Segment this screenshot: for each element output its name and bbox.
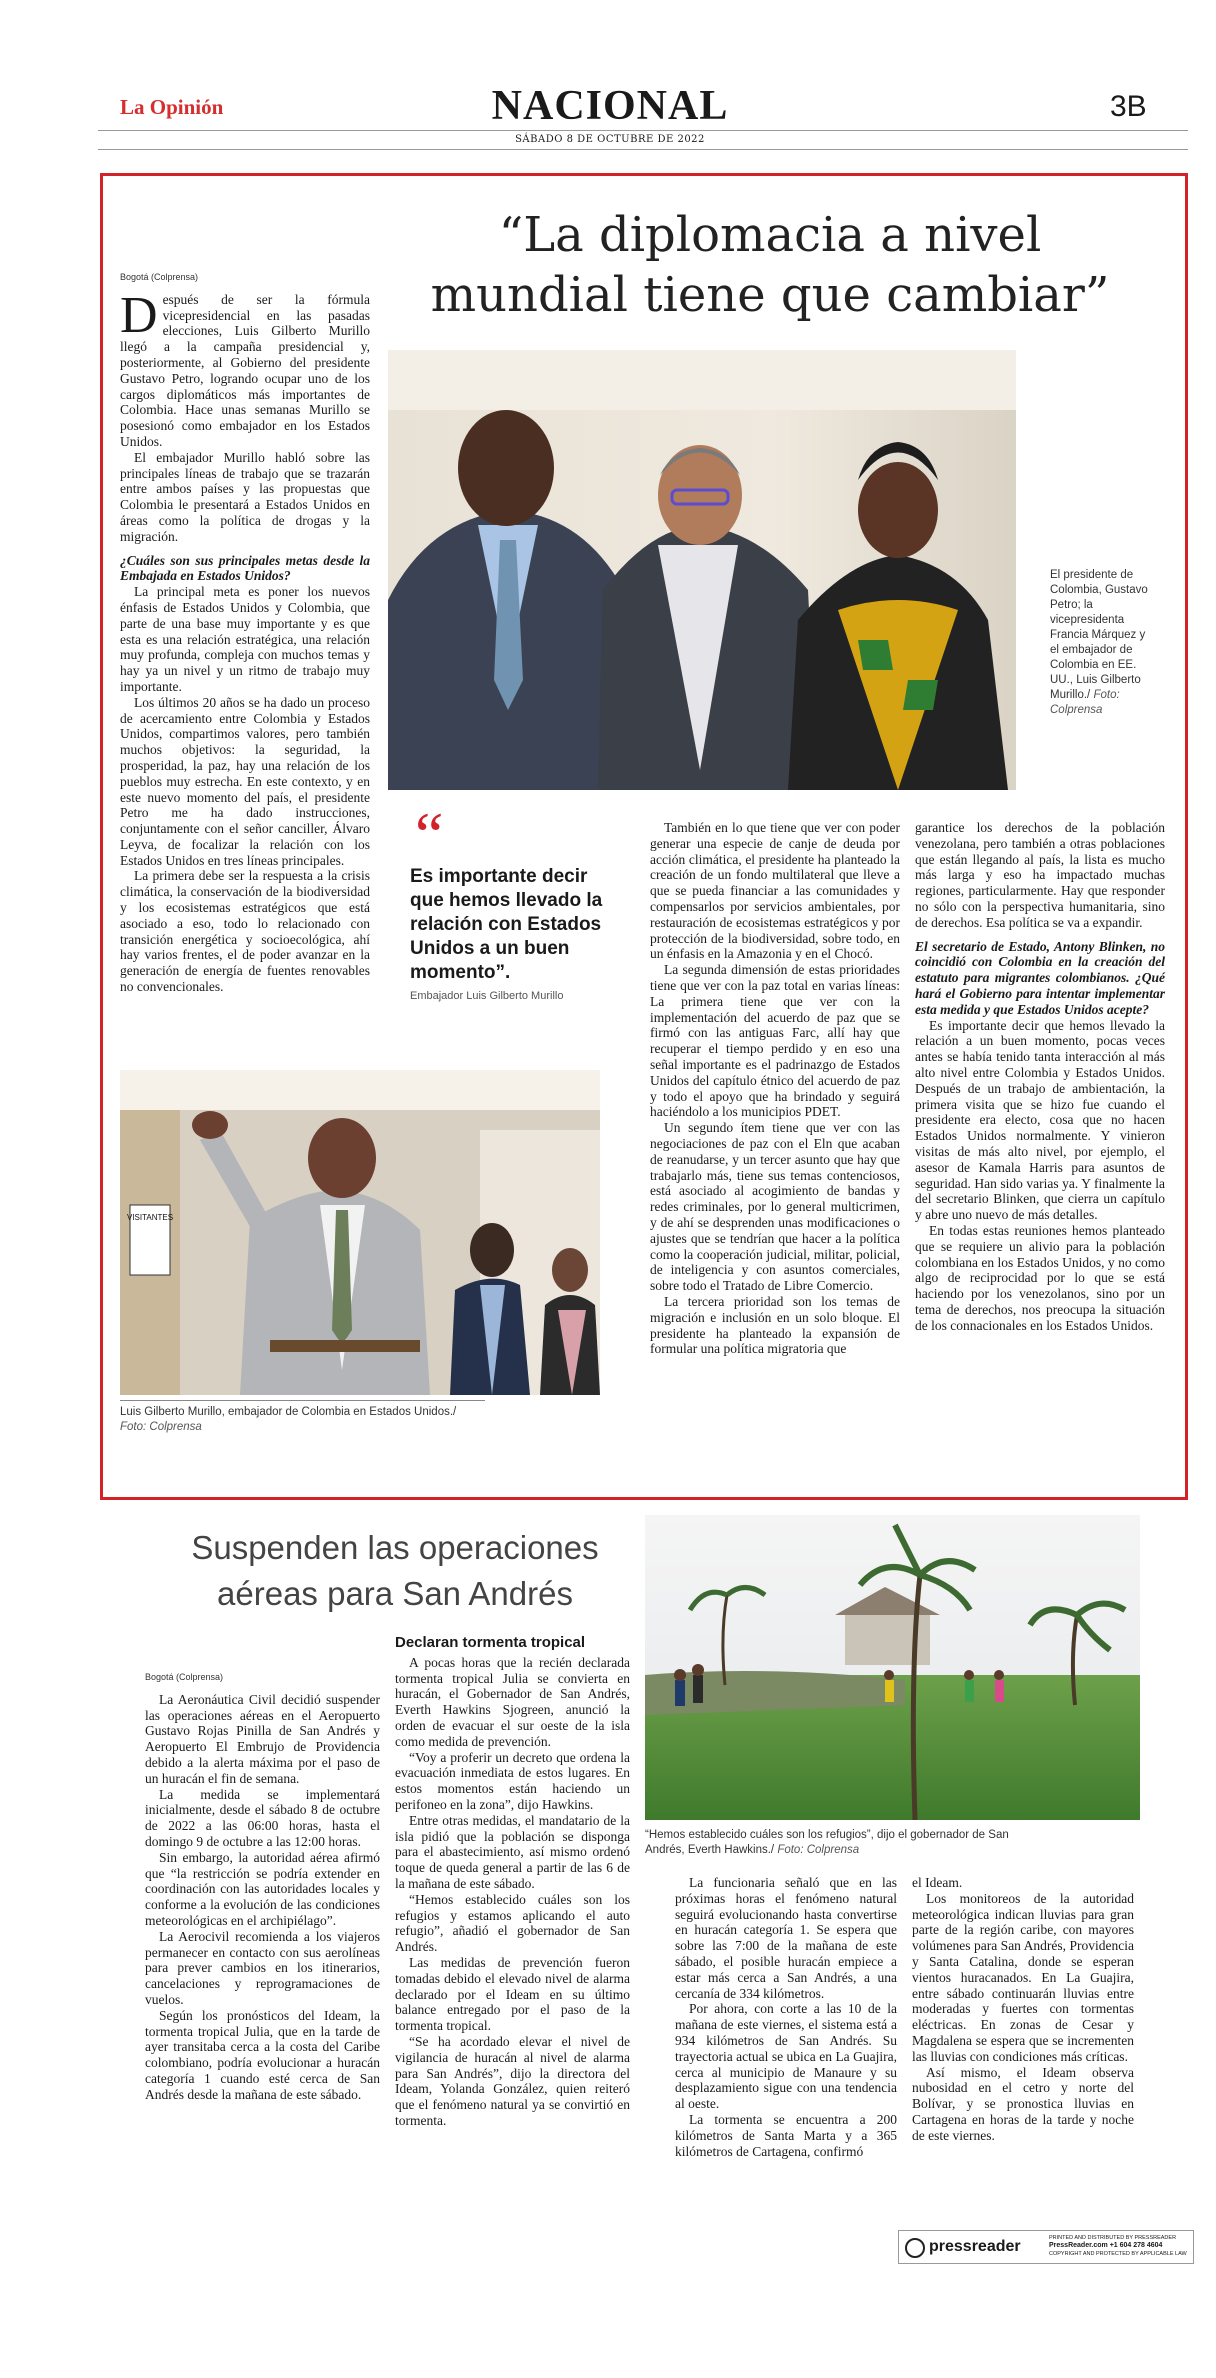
photo-caption-3 (645, 1828, 1025, 1858)
dateline: Bogotá (Colprensa) (145, 1672, 224, 1682)
paragraph: La medida se implementará inicialmente, desde el sábado 8 de octubre de 2022 a las 06:00 horas, hasta el domingo 9 de octubre a las 12:00 horas. (145, 1786, 380, 1849)
paragraph: La segunda dimensión de estas prioridades tiene que ver con la paz total en varias líneas: La primera tiene que ver con la implementación del acuerdo de paz que se firmó con las antiguas Farc, allí hay que recuperar el tiempo perdido y en eso una señal importante es el padrinazgo de Estados Unidos del capítulo étnico del acuerdo de paz y todo el apoyo que ha brindado y seguirá haciéndolo a los municipios PDET. (650, 962, 900, 1120)
paragraph: A pocas horas que la recién declarada tormenta tropical Julia se convierta en huracán, el Gobernador de San Andrés, Everth Hawkins Sjogreen, anunció la orden de evacuar el sur oeste de la isla como medida de prevención. (395, 1654, 630, 1749)
headline-line-2: aéreas para San Andrés (217, 1575, 573, 1612)
pull-quote: Es importante decir que hemos llevado la relación con Estados Unidos a un buen momento”. (410, 866, 603, 983)
caption-text: “Hemos establecido cuáles son los refugios”, dijo el gobernador de San Andrés, Everth Hawkins./ (645, 1829, 1009, 1856)
caption-text: Luis Gilberto Murillo, embajador de Colombia en Estados Unidos./ (120, 1406, 457, 1418)
paragraph: En todas estas reuniones hemos planteado que se requiere un alivio para la población colombiana en los Estados Unidos, y no como algo de reciprocidad por lo que se está haciendo por los venezolanos, sino por un tema de derechos, nos preocupa la situación de los connacionales en los Estados Unidos. (915, 1222, 1165, 1333)
photo-san-andres-coast (645, 1515, 1140, 1820)
caption-credit: Foto: Colprensa (777, 1844, 860, 1856)
paragraph: el Ideam. (912, 1875, 963, 1890)
second-column-3 (675, 1875, 897, 2159)
paragraph: garantice los derechos de la población venezolana, pero también a otras poblaciones que están llegando al país, la lista es mucho más larga y eso ha impactado muchas regiones, particularmente. Hay que responder no sólo con la perspectiva humanitaria, sino de derechos. Esa política se va a expandir. (915, 820, 1165, 930)
quote-mark-icon: “ (415, 799, 444, 870)
pressreader-icon (905, 2238, 925, 2258)
pressreader-badge (898, 2230, 1194, 2264)
drop-cap: D (120, 286, 158, 344)
paragraph: La tercera prioridad son los temas de migración e inclusión en un solo bloque. El presidente ha planteado la expansión de formular una política migratoria que (650, 1293, 900, 1357)
paragraph: Los monitoreos de la autoridad meteorológica indican lluvias para gran parte de la región caribe, con mayores volúmenes para San Andrés, Providencia y Santa Catalina, donde se esperan vientos huracanados. En La Guajira, entre sábado continuarán lluvias entre moderadas y fuertes con tormentas eléctricas. En zonas de Cesar y Magdalena se espera que se incrementen las lluvias con condiciones más críticas. (912, 1890, 1134, 2064)
paragraph: Un segundo ítem tiene que ver con las negociaciones de paz con el Eln que acaban de reanudarse, y un tercer asunto que hay que trabajarlo más, tiene sus temas contenciosos, está asociado al acogimiento de bandas y redes criminales, por lo general multicrimen, y de ahí se desprenden unas modificaciones o ajustes que se tendrían que hacer a la política como la cooperación judicial, militar, policial, de inteligencia y con asuntos comerciales, sobre todo el Tratado de Libre Comercio. (650, 1120, 900, 1294)
caption-credit: Foto: Colprensa (120, 1421, 202, 1433)
paragraph: La tormenta se encuentra a 200 kilómetros de Santa Marta y a 365 kilómetros de Cartagena, confirmó (675, 2111, 897, 2159)
photo-petro-marquez-murillo (388, 350, 1028, 790)
header-rule-bottom (98, 149, 1188, 150)
page-number: 3B (1110, 90, 1147, 123)
paragraph: La primera debe ser la respuesta a la crisis climática, la conservación de la biodiversidad y los ecosistemas estratégicos que está asociado a eso, todo lo relacionado con transición energética y socioecológica, ahí hay varios frentes, el de poder avanzar en la generación de energía de fuentes renovables no convencionales. (120, 868, 370, 995)
paragraph: Es importante decir que hemos llevado la relación a un buen momento, pocas veces antes se había tenido tanta interacción al más alto nivel entre Colombia y Estados Unidos. Después de un trabajo de ambientación, la primera visita que se hizo fue cuando el presidente era electo, cosa que no hacen Estados Unidos normalmente. Y vinieron visitas de más alto nivel, por ejemplo, el asesor de Kamala Harris para asuntos de seguridad. Han sido varias ya. Y finalmente la del secretario Blinken, que cierra un capítulo y abre uno nuevo de más detalles. (915, 1017, 1165, 1223)
feature-column-1 (120, 270, 370, 995)
header-rule (98, 130, 1188, 131)
pressreader-legal: PRINTED AND DISTRIBUTED BY PRESSREADER PressReader.com +1 604 278 4604 COPYRIGHT AND PROTECTED BY APPLICABLE LAW (1049, 2235, 1187, 2257)
interview-question: ¿Cuáles son sus principales metas desde la Embajada en Estados Unidos? (120, 552, 370, 584)
subheading: Declaran tormenta tropical (395, 1634, 586, 1651)
feature-column-3 (650, 820, 900, 1357)
feature-column-4 (915, 820, 1165, 1334)
paragraph: El embajador Murillo habló sobre las principales líneas de trabajo que se trazarán entre ambos países y las propuestas que Colombia le presentará a Estados Unidos en áreas como la política de drogas y la migración. (120, 449, 370, 544)
caption-credit: Foto: Colprensa (1050, 689, 1120, 716)
paragraph: Así mismo, el Ideam observa nubosidad en el cetro y norte del Bolívar, y se pronostica lluvias en Cartagena en horas de la tarde y noche de este viernes. (912, 2064, 1134, 2143)
dateline: Bogotá (Colprensa) (120, 272, 199, 282)
paragraph: La Aeronáutica Civil decidió suspender las operaciones aéreas en el Aeropuerto Gustavo Rojas Pinilla de San Andrés y Aeropuerto El Embrujo de Providencia debido a la alerta máxima por el paso de un huracán el fin de semana. (145, 1691, 380, 1786)
visitor-sign: VISITANTES (126, 1213, 174, 1222)
headline-line-2: mundial tiene que cambiar” (430, 267, 1110, 323)
feature-headline (365, 205, 1175, 325)
storm-photo (645, 1515, 1140, 1820)
headline-line-1: Suspenden las operaciones (191, 1529, 599, 1566)
paragraph: También en lo que tiene que ver con poder generar una especie de canje de deuda por acción climática, el presidente ha planteado la creación de un fondo multilateral que lleve a que se pueda financiar a las comunidades y compensarlos por servicios ambientales, por restauración de ecosistemas estratégicos y por protección de la biodiversidad, sobre todo, en un énfasis en la Amazonia y en el Chocó. (650, 820, 900, 962)
paragraph: Los últimos 20 años se ha dado un proceso de acercamiento entre Colombia y Estados Unidos, compartimos valores, pero también muchos objetivos: la seguridad, la prosperidad, la paz, hay una relación de los pueblos muy estrecha. En este contexto, y en este nuevo momento del país, el presidente Petro me ha dado instrucciones, conjuntamente con el señor canciller, Álvaro Leyva, de focalizar la relación con los Estados Unidos en tres líneas principales. (120, 694, 370, 868)
paragraph: Las medidas de prevención fueron tomadas debido el elevado nivel de alarma declarado por el Ideam en su último balance entregado por el paso de la tormenta tropical. (395, 1954, 630, 2034)
pull-quote-attribution: Embajador Luis Gilberto Murillo (410, 990, 564, 1002)
paragraph: Después de ser la fórmula vicepresidencial en las pasadas elecciones, Luis Gilberto Murillo llegó a la campaña presidencial y, posteriormente, al Gobierno del presidente Gustavo Petro, logrando ocupar uno de los cargos diplomáticos más importantes de Colombia. Hace unas semanas Murillo se posesionó como embajador en los Estados Unidos. (120, 286, 370, 449)
caption-text: El presidente de Colombia, Gustavo Petro; la vicepresidenta Francia Márquez y el embajador de Colombia en EE. UU., Luis Gilberto Murillo./ (1050, 569, 1148, 701)
paragraph: “Se ha acordado elevar el nivel de vigilancia de huracán al nivel de alarma para San Andrés”, dijo la directora del Ideam, Yolanda González, quien reiteró que el fenómeno natural ya se convirtió en tormenta. (395, 2033, 630, 2128)
second-column-4 (912, 1875, 1134, 2144)
paragraph: “Hemos establecido cuáles son los refugios y estamos aplicando el auto refugio”, añadió el gobernador de San Andrés. (395, 1891, 630, 1955)
paragraph: Sin embargo, la autoridad aérea afirmó que “la restricción se podría extender en coordinación con las autoridades locales y conforme a la evolución de las condiciones meteorológicas en el archipiélago”. (145, 1849, 380, 1928)
second-article-headline (130, 1525, 660, 1617)
headline-line-1: “La diplomacia a nivel (498, 207, 1042, 263)
section-title: NACIONAL (491, 83, 729, 129)
paragraph: Entre otras medidas, el mandatario de la isla pidió que la población se disponga para el abastecimiento, así mismo ordenó toque de queda general a partir de las 6 de la mañana de este sábado. (395, 1812, 630, 1891)
paragraph: Según los pronósticos del Ideam, la tormenta tropical Julia, que en la tarde de ayer transitaba cerca a la costa del Caribe colombiano, podría evolucionar a huracán categoría 1 cuando esté cerca de San Andrés desde la mañana de este sábado. (145, 2007, 380, 2102)
second-column-2 (395, 1635, 630, 2129)
secondary-photo (120, 1070, 600, 1395)
issue-date: SÁBADO 8 DE OCTUBRE DE 2022 (515, 134, 705, 145)
paragraph: La funcionaria señaló que en las próximas horas el fenómeno natural seguirá evolucionando hasta convertirse en huracán categoría 1. Se espera que sobre las 7:00 de la mañana de este sábado, el posible huracán empiece a estar más cerca a San Andrés, a una cercanía de 334 kilómetros. (675, 1875, 897, 2001)
paragraph: La Aerocivil recomienda a los viajeros permanecer en contacto con sus aerolíneas para prever cambios en los itinerarios, cancelaciones y reprogramaciones de vuelos. (145, 1928, 380, 2007)
paragraph: “Voy a proferir un decreto que ordena la evacuación inmediata de estos lugares. En estos momentos están haciendo un perifoneo en la zona”, dijo Hawkins. (395, 1749, 630, 1812)
pressreader-wordmark: pressreader (929, 2238, 1021, 2255)
paragraph: Por ahora, con corte a las 10 de la mañana de este viernes, el sistema está a 934 kilómetros de San Andrés. Su trayectoria actual se ubica en La Guajira, cerca al municipio de Manaure y su desplazamiento sigue con una tendencia al oeste. (675, 2001, 897, 2112)
main-photo (388, 350, 1028, 790)
photo-caption-2 (120, 1405, 590, 1435)
photo-murillo-waving (120, 1070, 600, 1395)
interview-question: El secretario de Estado, Antony Blinken, no coincidió con Colombia en la creación del estatuto para migrantes colombianos. ¿Qué hará el Gobierno para intentar implementar esta medida y que Estados Unidos acepte? (915, 938, 1165, 1017)
second-column-1 (145, 1670, 380, 2103)
newspaper-logo: La Opinión (120, 95, 224, 119)
caption-rule (120, 1400, 485, 1401)
photo-caption (1050, 568, 1155, 718)
paragraph: La principal meta es poner los nuevos énfasis de Estados Unidos y Colombia, que parte de una base muy importante y es que esta es una relación estratégica, una relación muy profunda, compleja con muchos temas y hay ya un nivel y un ritmo de trabajo muy importante. (120, 584, 370, 694)
